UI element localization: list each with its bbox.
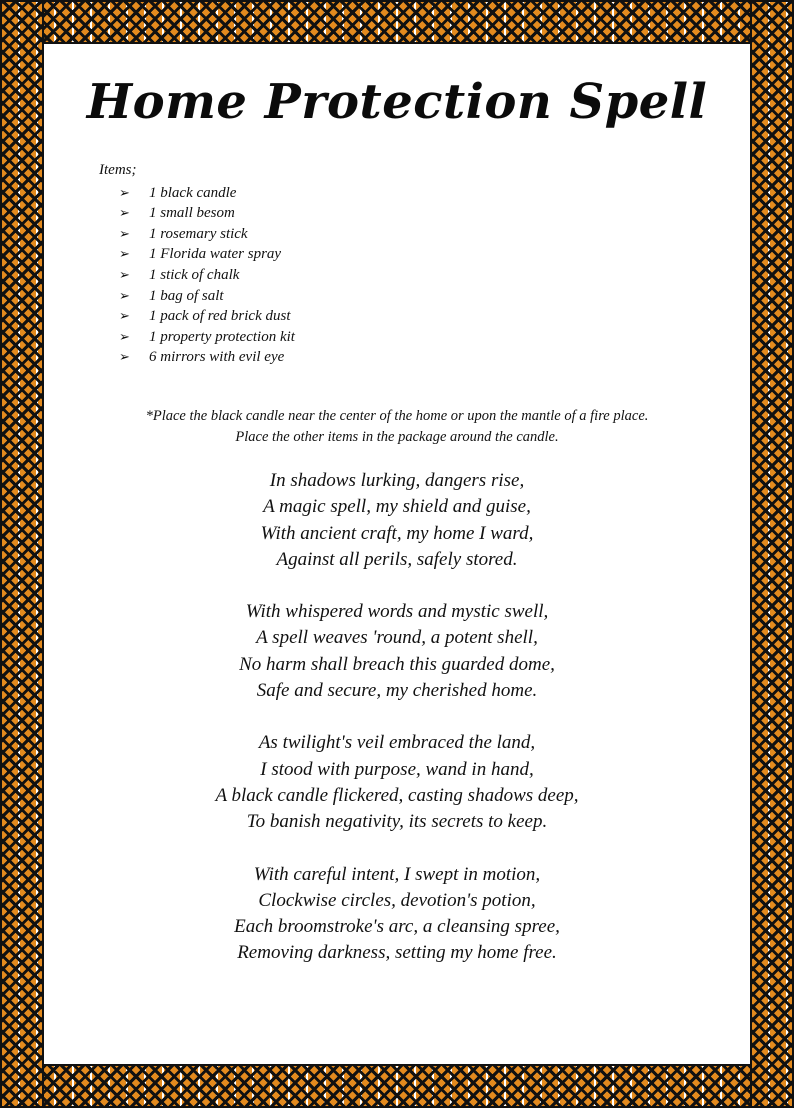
item-text: 1 Florida water spray bbox=[149, 246, 282, 263]
spell-poem bbox=[44, 468, 750, 993]
poem-line: No harm shall breach this guarded dome, bbox=[239, 653, 555, 675]
item-text: 1 stick of chalk bbox=[149, 266, 240, 283]
poem-line: A magic spell, my shield and guise, bbox=[263, 496, 531, 518]
poem-line: With careful intent, I swept in motion, bbox=[253, 863, 541, 885]
arrow-bullet-icon: ➢ bbox=[119, 205, 130, 221]
arrow-bullet-icon: ➢ bbox=[119, 308, 130, 324]
list-item bbox=[119, 203, 295, 224]
poem-line: Safe and secure, my cherished home. bbox=[256, 680, 538, 702]
item-text: 1 black candle bbox=[149, 184, 237, 201]
poem-line: Against all perils, safely stored. bbox=[276, 548, 518, 570]
poem-stanza bbox=[44, 468, 750, 573]
poem-line: Clockwise circles, devotion's potion, bbox=[258, 889, 536, 911]
border-top bbox=[0, 0, 794, 44]
items-section bbox=[99, 160, 295, 368]
poem-line: A spell weaves 'round, a potent shell, bbox=[256, 627, 538, 649]
poem-line: To banish negativity, its secrets to keep. bbox=[246, 811, 548, 833]
item-text: 1 small besom bbox=[149, 205, 235, 222]
border-right bbox=[750, 0, 794, 1108]
note-line: *Place the black candle near the center of the home or upon the mantle of a fire place. bbox=[145, 408, 649, 424]
poem-line: In shadows lurking, dangers rise, bbox=[269, 470, 525, 491]
list-item bbox=[119, 265, 295, 286]
poem-stanza bbox=[44, 862, 750, 967]
arrow-bullet-icon: ➢ bbox=[119, 266, 130, 282]
list-item bbox=[119, 286, 295, 307]
poem-line: With ancient craft, my home I ward, bbox=[260, 522, 534, 544]
document-content bbox=[44, 44, 750, 1064]
list-item bbox=[119, 244, 295, 265]
poem-stanza bbox=[44, 730, 750, 835]
border-bottom bbox=[0, 1064, 794, 1108]
poem-line: A black candle flickered, casting shadows deep, bbox=[215, 784, 579, 806]
poem-line: I stood with purpose, wand in hand, bbox=[260, 758, 534, 780]
list-item bbox=[119, 306, 295, 327]
arrow-bullet-icon: ➢ bbox=[119, 349, 130, 365]
items-list bbox=[119, 183, 295, 368]
list-item bbox=[119, 347, 295, 368]
item-text: 1 rosemary stick bbox=[149, 225, 248, 242]
list-item bbox=[119, 327, 295, 348]
arrow-bullet-icon: ➢ bbox=[119, 287, 130, 303]
placement-note bbox=[44, 406, 750, 448]
item-text: 1 pack of red brick dust bbox=[149, 308, 291, 325]
items-label: Items; bbox=[99, 162, 137, 178]
arrow-bullet-icon: ➢ bbox=[119, 225, 130, 241]
poem-line: Each broomstroke's arc, a cleansing spree, bbox=[234, 916, 560, 938]
arrow-bullet-icon: ➢ bbox=[119, 328, 130, 344]
item-text: 1 bag of salt bbox=[149, 287, 224, 304]
poem-line: As twilight's veil embraced the land, bbox=[258, 732, 536, 754]
poem-line: With whispered words and mystic swell, bbox=[245, 601, 549, 623]
poem-line: Removing darkness, setting my home free. bbox=[237, 942, 557, 964]
note-line: Place the other items in the package around the candle. bbox=[235, 429, 559, 445]
list-item bbox=[119, 224, 295, 245]
page-title: Home Protection Spell bbox=[86, 74, 708, 130]
item-text: 1 property protection kit bbox=[149, 328, 295, 345]
list-item bbox=[119, 183, 295, 204]
poem-stanza bbox=[44, 599, 750, 704]
border-left bbox=[0, 0, 44, 1108]
item-text: 6 mirrors with evil eye bbox=[149, 349, 285, 366]
arrow-bullet-icon: ➢ bbox=[119, 184, 130, 200]
arrow-bullet-icon: ➢ bbox=[119, 246, 130, 262]
